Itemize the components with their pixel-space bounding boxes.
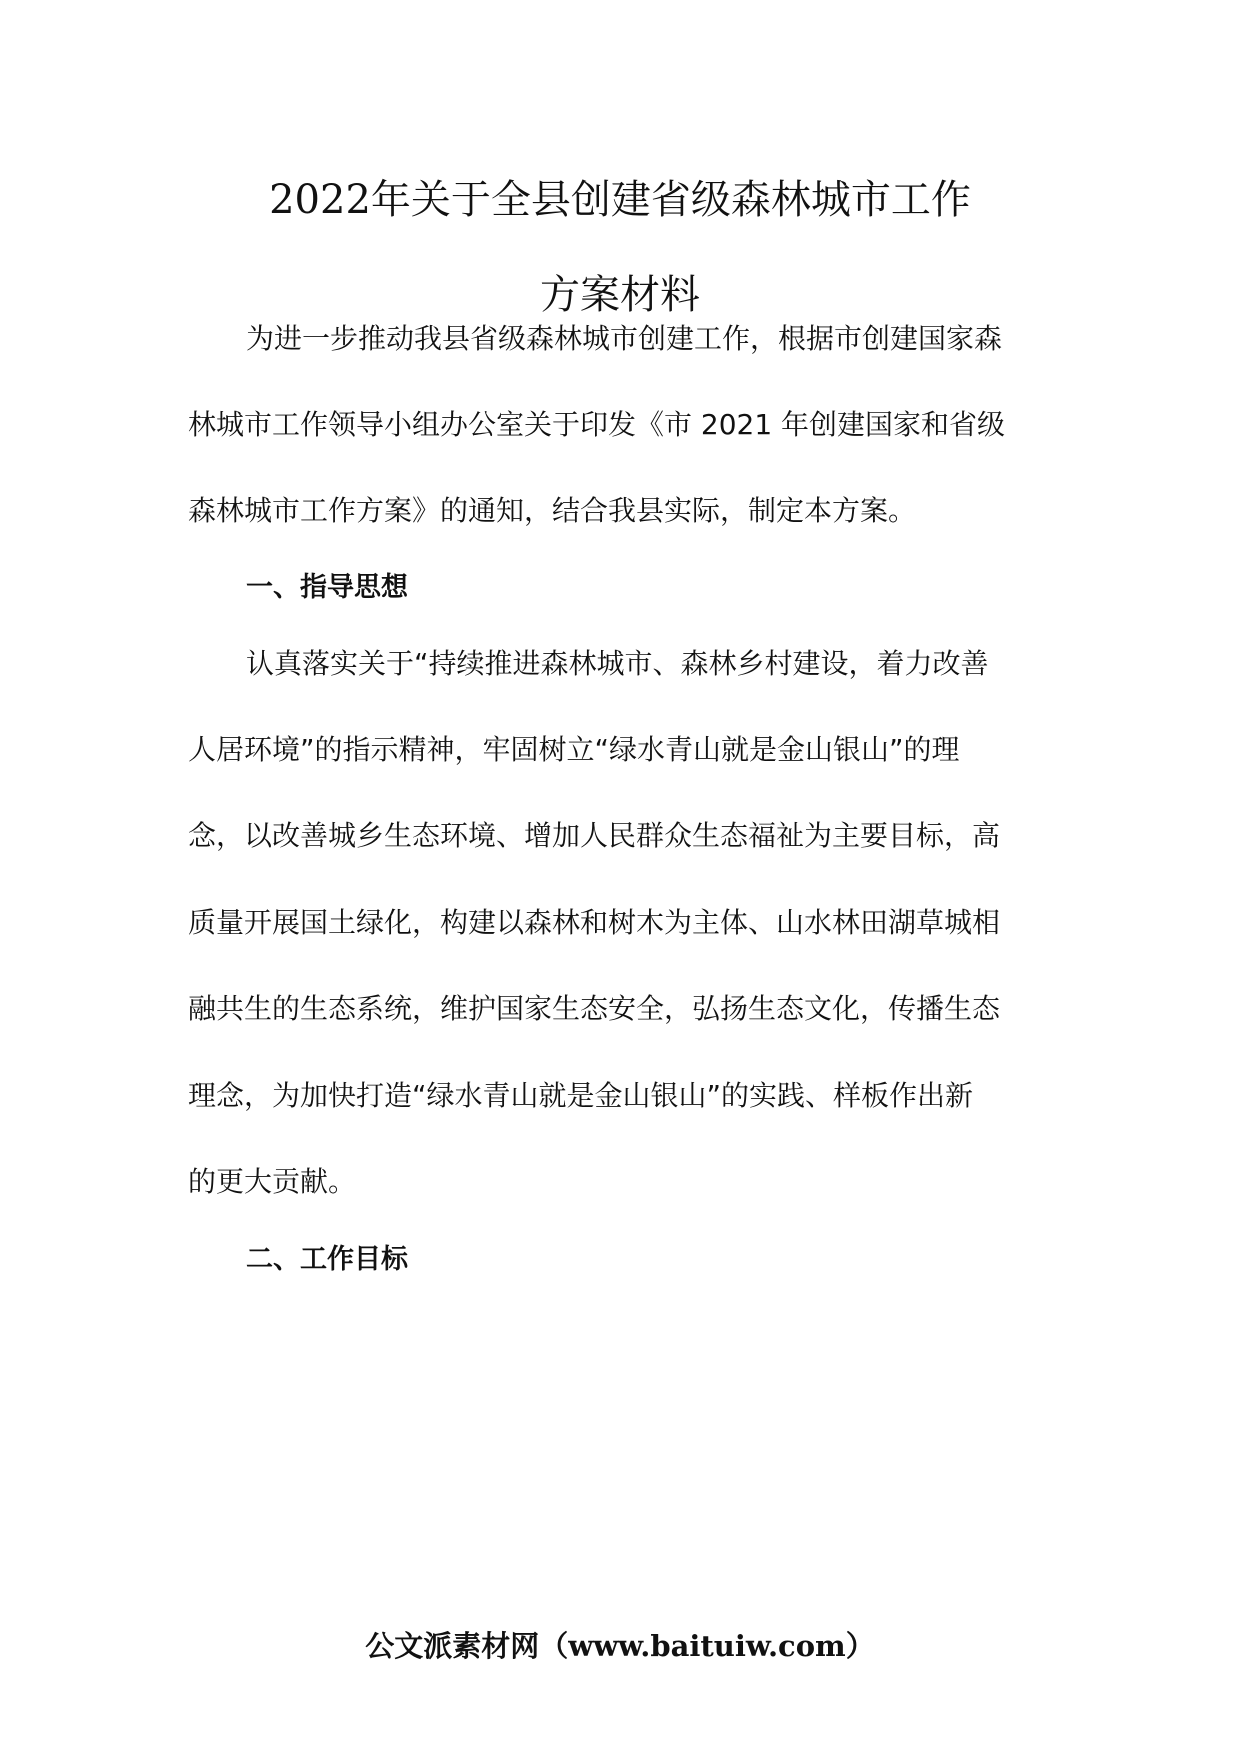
section-heading-guiding-ideology: 一、指导思想: [246, 572, 408, 603]
document-title-line-2: 方案材料: [540, 272, 700, 318]
section1-paragraph-line: 理念，为加快打造“绿水青山就是金山银山”的实践、样板作出新: [188, 1079, 974, 1112]
section1-paragraph-line: 人居环境”的指示精神，牢固树立“绿水青山就是金山银山”的理: [188, 733, 960, 766]
intro-paragraph-line: 林城市工作领导小组办公室关于印发《市 2021 年创建国家和省级: [188, 408, 1006, 441]
section1-paragraph-line: 融共生的生态系统，维护国家生态安全，弘扬生态文化，传播生态: [188, 992, 1001, 1025]
section1-paragraph-line: 质量开展国土绿化，构建以森林和树木为主体、山水林田湖草城相: [188, 906, 1001, 939]
section-heading-work-goals: 二、工作目标: [246, 1244, 408, 1275]
section1-paragraph-line: 的更大贡献。: [188, 1165, 357, 1198]
intro-paragraph-line: 为进一步推动我县省级森林城市创建工作，根据市创建国家森: [246, 322, 1003, 355]
page-footer-watermark: 公文派素材网（www.baituiw.com）: [365, 1629, 875, 1663]
section1-paragraph-line: 认真落实关于“持续推进森林城市、森林乡村建设，着力改善: [246, 647, 989, 680]
intro-paragraph-line: 森林城市工作方案》的通知，结合我县实际，制定本方案。: [188, 494, 917, 527]
section1-paragraph-line: 念，以改善城乡生态环境、增加人民群众生态福祉为主要目标，高: [188, 819, 1001, 852]
document-title-line-1: 2022年关于全县创建省级森林城市工作: [269, 177, 971, 223]
